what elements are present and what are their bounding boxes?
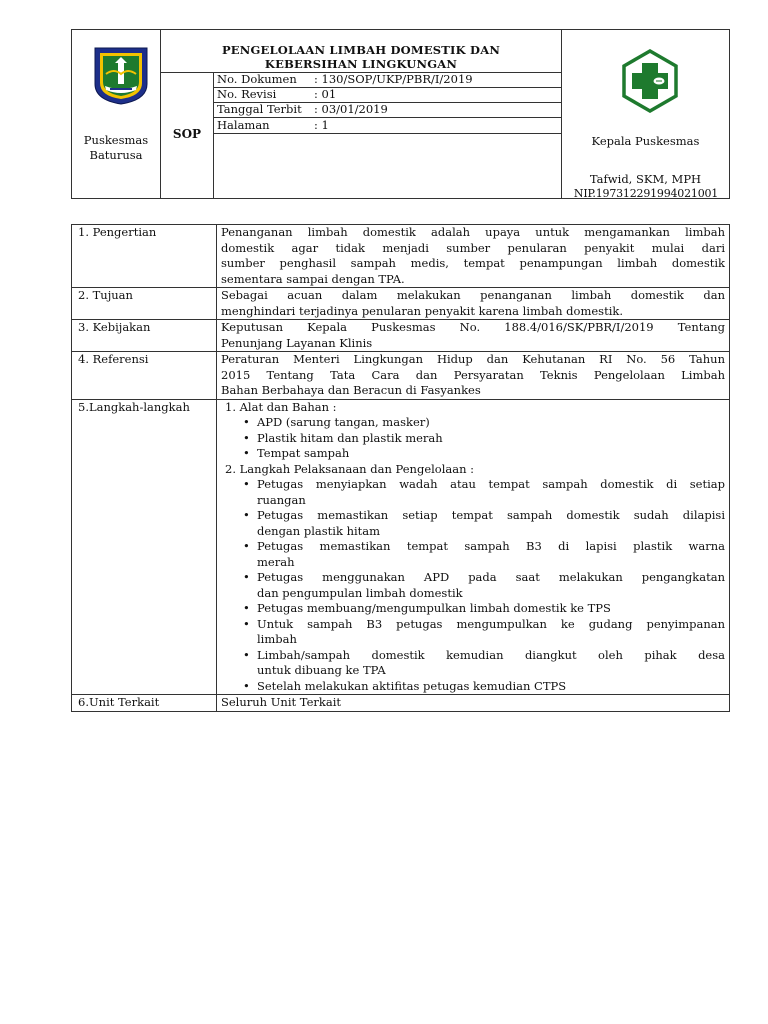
section-content	[217, 288, 730, 320]
regency-logo	[92, 44, 150, 106]
section-label: 4. Referensi	[72, 352, 217, 400]
list-item	[221, 679, 725, 695]
list-item	[221, 477, 725, 508]
meta-key-tanggal: Tanggal Terbit	[217, 102, 302, 116]
table-row	[72, 225, 730, 288]
steps-list	[221, 477, 725, 694]
list-item	[221, 508, 725, 539]
section-content	[217, 320, 730, 352]
org-name-line: Puskesmas	[83, 133, 149, 147]
meta-value-dokumen: : 130/SOP/UKP/PBR/I/2019	[314, 72, 473, 86]
content-line: Penunjang Layanan Klinis	[221, 335, 373, 350]
sop-label: SOP	[172, 127, 202, 141]
content-line: dengan plastik hitam	[257, 523, 381, 538]
signer-nip: NIP.197312291994021001	[573, 187, 719, 200]
content-line: menghindari terjadinya penularan penyakit karena limbah domestik.	[221, 303, 624, 318]
table-row	[72, 352, 730, 400]
content-line: sumber penghasil sampah medis, tempat penampungan limbah domestik	[221, 256, 725, 270]
subsection-title: 2. Langkah Pelaksanaan dan Pengelolaan :	[225, 461, 475, 476]
list-item	[221, 648, 725, 679]
list-item	[221, 539, 725, 570]
section-content	[217, 399, 730, 695]
org-name	[72, 133, 160, 162]
org-name-line: Baturusa	[89, 147, 143, 162]
health-cross-icon	[618, 49, 682, 113]
meta-value-halaman: : 1	[314, 118, 329, 132]
subsection-title: 1. Alat dan Bahan :	[225, 399, 337, 414]
meta-key-dokumen: No. Dokumen	[217, 72, 297, 86]
content-line: • Petugas memastikan tempat sampah B3 di lapisi plastik warna	[257, 539, 725, 553]
list-item: • APD (sarung tangan, masker)	[221, 415, 725, 431]
document-title	[161, 43, 561, 71]
content-line: Petugas membuang/mengumpulkan limbah domestik ke TPS	[257, 601, 611, 615]
section-label: 1. Pengertian	[72, 225, 217, 288]
content-line: Setelah melakukan aktifitas petugas kemudian CTPS	[257, 678, 567, 693]
content-line: limbah	[257, 632, 297, 646]
content-line: Peraturan Menteri Lingkungan Hidup dan Kehutanan RI No. 56 Tahun	[221, 352, 725, 366]
meta-key-halaman: Halaman	[217, 118, 270, 132]
section-content	[217, 352, 730, 400]
content-line: merah	[257, 554, 295, 569]
table-row	[72, 320, 730, 352]
content-line: • Petugas menyiapkan wadah atau tempat sampah domestik di setiap	[257, 477, 725, 491]
content-line: Bahan Berbahaya dan Beracun di Fasyankes	[221, 383, 481, 397]
content-line: Sebagai acuan dalam melakukan penanganan limbah domestik dan	[221, 288, 725, 302]
signer-title: Kepala Puskesmas	[591, 134, 700, 148]
section-content: Seluruh Unit Terkait	[217, 695, 730, 712]
section-label: 3. Kebijakan	[72, 320, 217, 352]
content-line: Keputusan Kepala Puskesmas No. 188.4/016/SK/PBR/I/2019 Tentang	[221, 320, 725, 334]
list-item	[221, 601, 725, 617]
tools-list	[221, 415, 725, 462]
header-divider	[213, 133, 561, 134]
content-line: • Untuk sampah B3 petugas mengumpulkan ke gudang penyimpanan	[257, 616, 725, 631]
puskesmas-logo	[618, 49, 682, 113]
header-divider	[213, 73, 214, 199]
content-line: untuk dibuang ke TPA	[257, 663, 386, 677]
content-line: dan pengumpulan limbah domestik	[257, 585, 463, 600]
signer-name: Tafwid, SKM, MPH	[589, 172, 702, 186]
meta-key-revisi: No. Revisi	[217, 87, 277, 101]
content-line: 2015 Tentang Tata Cara dan Persyaratan Teknis Pengelolaan Limbah	[221, 367, 725, 382]
sop-content-table	[71, 224, 730, 712]
meta-value-revisi: : 01	[314, 87, 337, 101]
meta-value-tanggal: : 03/01/2019	[314, 102, 388, 116]
content-line: domestik agar tidak menjadi sumber penularan penyakit mulai dari	[221, 240, 725, 255]
list-item: • Tempat sampah	[221, 446, 725, 462]
content-line: • Limbah/sampah domestik kemudian diangkut oleh pihak desa	[257, 647, 725, 662]
content-line: Penanganan limbah domestik adalah upaya untuk mengamankan limbah	[221, 225, 725, 239]
regency-emblem-icon	[92, 44, 150, 106]
content-line: sementara sampai dengan TPA.	[221, 271, 405, 286]
content-line: ruangan	[257, 492, 306, 507]
list-item	[221, 617, 725, 648]
content-line: • Petugas menggunakan APD pada saat melakukan pengangkatan	[257, 570, 725, 584]
document-title-line: KEBERSIHAN LINGKUNGAN	[264, 57, 458, 71]
section-label: 6.Unit Terkait	[72, 695, 217, 712]
table-row	[72, 288, 730, 320]
section-label: 5.Langkah-langkah	[72, 399, 217, 695]
list-item	[221, 570, 725, 601]
table-row	[72, 399, 730, 695]
content-line: • Petugas memastikan setiap tempat sampah domestik sudah dilapisi	[257, 508, 725, 522]
document-title-line: PENGELOLAAN LIMBAH DOMESTIK DAN	[221, 43, 501, 57]
section-label: 2. Tujuan	[72, 288, 217, 320]
list-item: • Plastik hitam dan plastik merah	[221, 431, 725, 447]
table-row	[72, 695, 730, 712]
section-content	[217, 225, 730, 288]
